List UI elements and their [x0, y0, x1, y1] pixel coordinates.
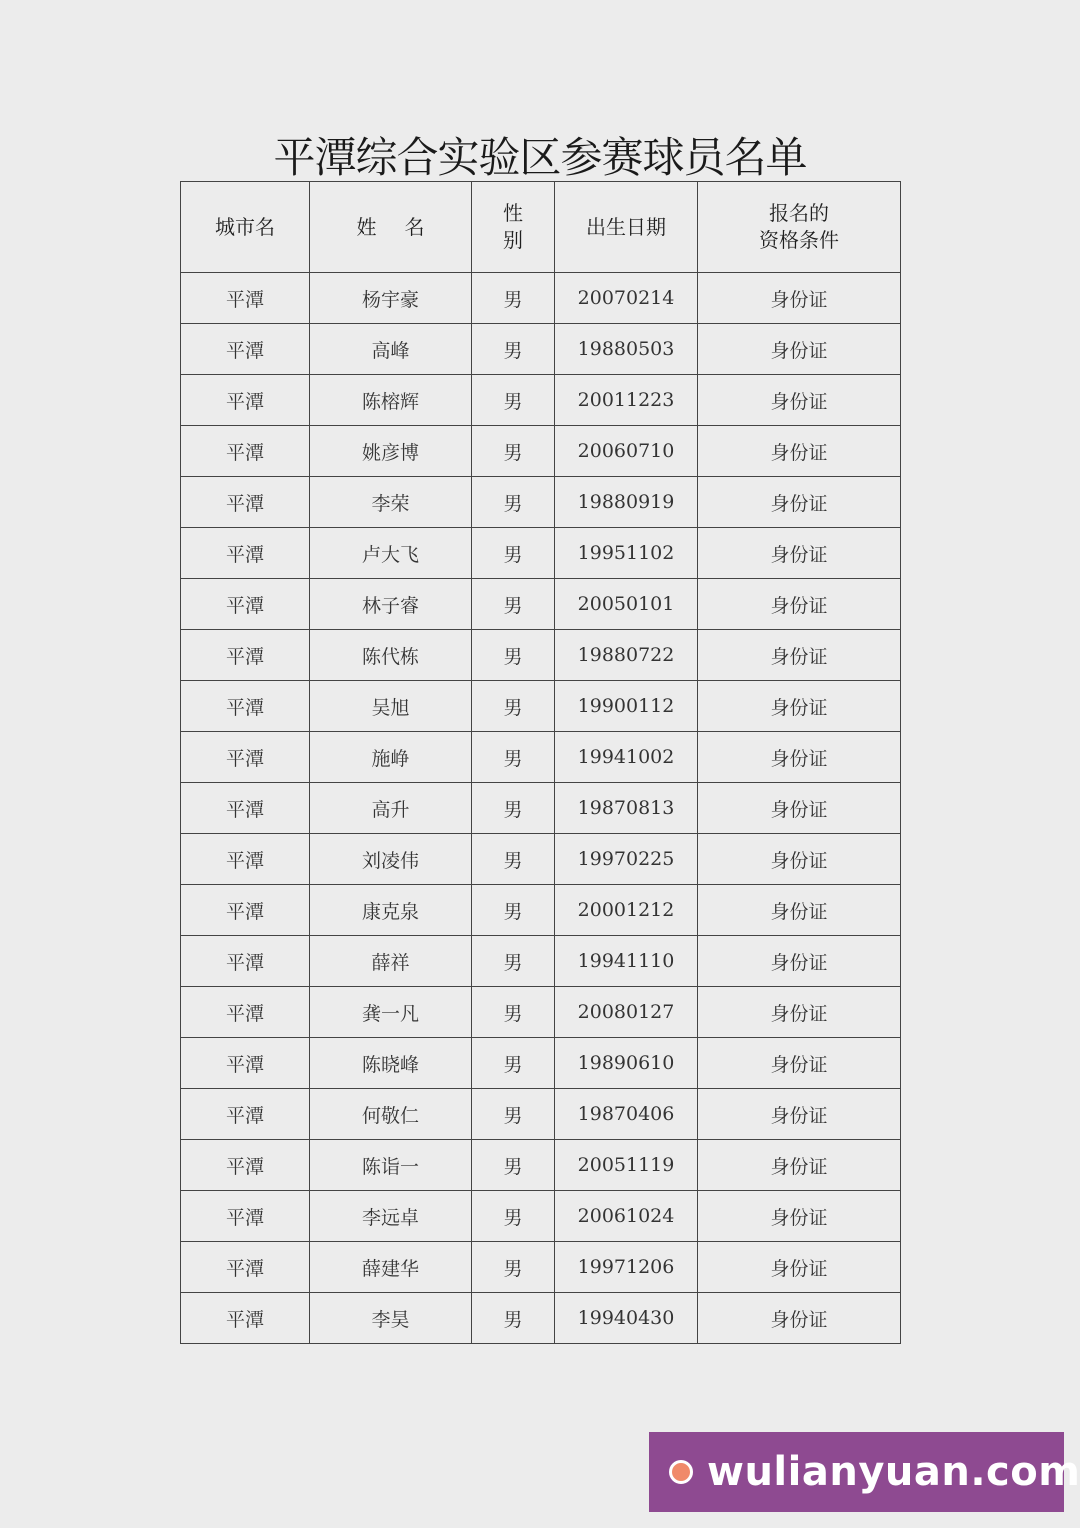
cell-qualification: 身份证 [698, 579, 901, 630]
cell-city: 平潭 [181, 528, 310, 579]
table-row [181, 630, 901, 681]
cell-city: 平潭 [181, 375, 310, 426]
cell-name: 杨宇豪 [310, 273, 472, 324]
cell-city: 平潭 [181, 1140, 310, 1191]
cell-name: 李荣 [310, 477, 472, 528]
header-gender [472, 182, 555, 273]
cell-city: 平潭 [181, 1293, 310, 1344]
header-name-part-2: 名 [404, 214, 425, 239]
cell-city: 平潭 [181, 834, 310, 885]
cell-qualification: 身份证 [698, 1140, 901, 1191]
table-row [181, 1242, 901, 1293]
table-row [181, 1089, 901, 1140]
cell-name: 高峰 [310, 324, 472, 375]
cell-city: 平潭 [181, 732, 310, 783]
cell-gender: 男 [472, 1293, 555, 1344]
page-title: 平潭综合实验区参赛球员名单 [273, 133, 807, 182]
cell-birth-date: 20080127 [555, 987, 698, 1038]
cell-birth-date: 19880503 [555, 324, 698, 375]
cell-gender: 男 [472, 834, 555, 885]
cell-name: 薛建华 [310, 1242, 472, 1293]
cell-gender: 男 [472, 273, 555, 324]
table-row [181, 375, 901, 426]
cell-qualification: 身份证 [698, 1089, 901, 1140]
cell-name: 施峥 [310, 732, 472, 783]
cell-gender: 男 [472, 528, 555, 579]
table-row [181, 834, 901, 885]
cell-birth-date: 19951102 [555, 528, 698, 579]
cell-name: 林子睿 [310, 579, 472, 630]
cell-gender: 男 [472, 1140, 555, 1191]
cell-gender: 男 [472, 477, 555, 528]
cell-city: 平潭 [181, 783, 310, 834]
cell-qualification: 身份证 [698, 1293, 901, 1344]
cell-name: 姚彦博 [310, 426, 472, 477]
cell-city: 平潭 [181, 1191, 310, 1242]
cell-name: 龚一凡 [310, 987, 472, 1038]
cell-qualification: 身份证 [698, 477, 901, 528]
cell-birth-date: 19971206 [555, 1242, 698, 1293]
cell-qualification: 身份证 [698, 936, 901, 987]
header-qualification [698, 182, 901, 273]
cell-qualification: 身份证 [698, 1038, 901, 1089]
cell-gender: 男 [472, 1089, 555, 1140]
header-name-part-1: 姓 [356, 214, 377, 239]
header-name [310, 182, 472, 273]
table-row [181, 528, 901, 579]
cell-gender: 男 [472, 630, 555, 681]
cell-birth-date: 19970225 [555, 834, 698, 885]
cell-city: 平潭 [181, 681, 310, 732]
table-row [181, 1038, 901, 1089]
cell-qualification: 身份证 [698, 783, 901, 834]
cell-name: 高升 [310, 783, 472, 834]
table-row [181, 1191, 901, 1242]
cell-gender: 男 [472, 783, 555, 834]
cell-gender: 男 [472, 681, 555, 732]
header-birth-date: 出生日期 [555, 182, 698, 273]
cell-name: 陈诣一 [310, 1140, 472, 1191]
table-row [181, 783, 901, 834]
watermark-banner [649, 1432, 1080, 1512]
cell-birth-date: 20060710 [555, 426, 698, 477]
cell-qualification: 身份证 [698, 681, 901, 732]
table-row [181, 987, 901, 1038]
cell-gender: 男 [472, 732, 555, 783]
cell-gender: 男 [472, 426, 555, 477]
cell-birth-date: 20070214 [555, 273, 698, 324]
cell-qualification: 身份证 [698, 426, 901, 477]
cell-city: 平潭 [181, 1089, 310, 1140]
header-row [181, 182, 901, 273]
cell-name: 陈代栋 [310, 630, 472, 681]
table-row [181, 426, 901, 477]
cell-city: 平潭 [181, 324, 310, 375]
cell-name: 李昊 [310, 1293, 472, 1344]
cell-qualification: 身份证 [698, 528, 901, 579]
table-row [181, 732, 901, 783]
cell-city: 平潭 [181, 273, 310, 324]
table-row [181, 477, 901, 528]
cell-birth-date: 20011223 [555, 375, 698, 426]
cell-birth-date: 19940430 [555, 1293, 698, 1344]
header-gender-line-1: 性 [503, 201, 523, 225]
cell-qualification: 身份证 [698, 324, 901, 375]
cell-city: 平潭 [181, 885, 310, 936]
table-row [181, 936, 901, 987]
cell-name: 卢大飞 [310, 528, 472, 579]
roster-body [181, 273, 901, 1344]
cell-name: 陈榕辉 [310, 375, 472, 426]
watermark-text: wulianyuan.com [707, 1449, 1080, 1495]
cell-birth-date: 19941110 [555, 936, 698, 987]
cell-gender: 男 [472, 936, 555, 987]
cell-name: 刘凌伟 [310, 834, 472, 885]
cell-birth-date: 19880722 [555, 630, 698, 681]
cell-birth-date: 19880919 [555, 477, 698, 528]
cell-birth-date: 19870813 [555, 783, 698, 834]
cell-qualification: 身份证 [698, 987, 901, 1038]
table-row [181, 885, 901, 936]
cell-name: 吴旭 [310, 681, 472, 732]
cell-city: 平潭 [181, 630, 310, 681]
cell-name: 陈晓峰 [310, 1038, 472, 1089]
cell-city: 平潭 [181, 426, 310, 477]
table-row [181, 579, 901, 630]
cell-city: 平潭 [181, 1038, 310, 1089]
cell-qualification: 身份证 [698, 1242, 901, 1293]
cell-birth-date: 20061024 [555, 1191, 698, 1242]
cell-city: 平潭 [181, 987, 310, 1038]
cell-birth-date: 20001212 [555, 885, 698, 936]
cell-gender: 男 [472, 987, 555, 1038]
cell-birth-date: 20051119 [555, 1140, 698, 1191]
cell-name: 薛祥 [310, 936, 472, 987]
header-qualification-line-1: 报名的 [769, 201, 829, 225]
header-qualification-line-2: 资格条件 [759, 228, 839, 252]
cell-gender: 男 [472, 579, 555, 630]
cell-qualification: 身份证 [698, 1191, 901, 1242]
cell-gender: 男 [472, 1191, 555, 1242]
cell-city: 平潭 [181, 936, 310, 987]
cell-city: 平潭 [181, 477, 310, 528]
cell-gender: 男 [472, 885, 555, 936]
cell-birth-date: 20050101 [555, 579, 698, 630]
cell-city: 平潭 [181, 579, 310, 630]
table-row [181, 1140, 901, 1191]
table-row [181, 681, 901, 732]
cell-qualification: 身份证 [698, 375, 901, 426]
cell-qualification: 身份证 [698, 885, 901, 936]
cell-birth-date: 19900112 [555, 681, 698, 732]
table-row [181, 324, 901, 375]
table-row [181, 273, 901, 324]
cell-gender: 男 [472, 1242, 555, 1293]
cell-qualification: 身份证 [698, 834, 901, 885]
cell-qualification: 身份证 [698, 732, 901, 783]
cell-birth-date: 19870406 [555, 1089, 698, 1140]
header-gender-line-2: 别 [503, 228, 523, 252]
cell-gender: 男 [472, 375, 555, 426]
cell-birth-date: 19890610 [555, 1038, 698, 1089]
cell-gender: 男 [472, 1038, 555, 1089]
cell-birth-date: 19941002 [555, 732, 698, 783]
cell-qualification: 身份证 [698, 273, 901, 324]
cell-city: 平潭 [181, 1242, 310, 1293]
cell-qualification: 身份证 [698, 630, 901, 681]
cell-name: 康克泉 [310, 885, 472, 936]
cell-name: 李远卓 [310, 1191, 472, 1242]
cell-gender: 男 [472, 324, 555, 375]
roster-table [180, 181, 901, 1344]
table-row [181, 1293, 901, 1344]
watermark-dot-icon [669, 1460, 693, 1484]
header-city: 城市名 [181, 182, 310, 273]
cell-name: 何敬仁 [310, 1089, 472, 1140]
